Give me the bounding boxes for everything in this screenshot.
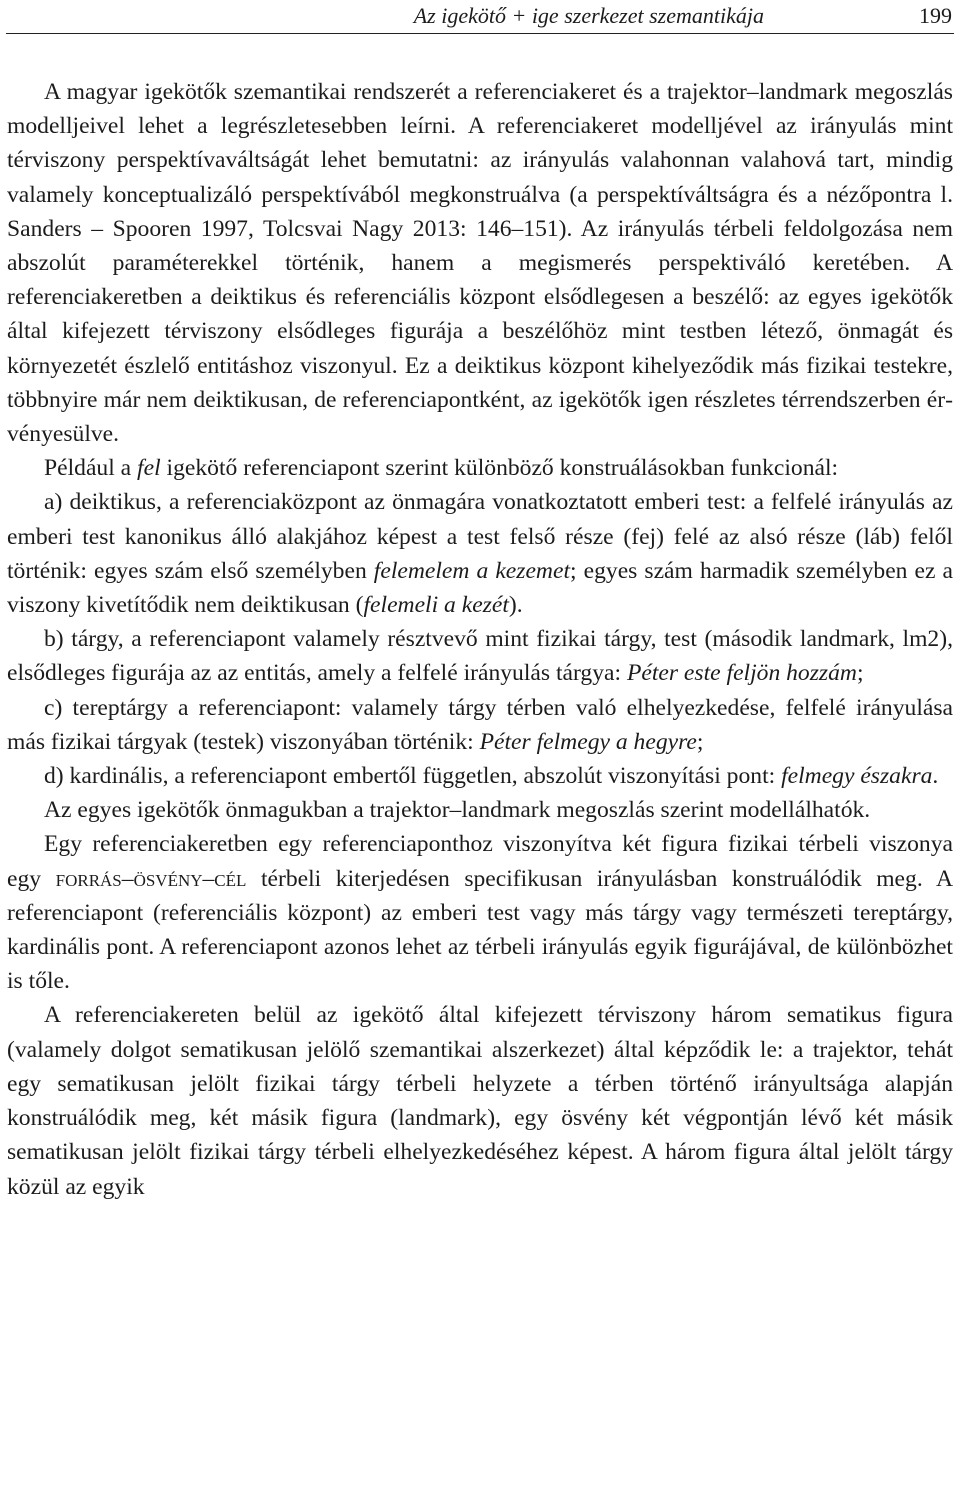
page-header xyxy=(6,0,954,34)
paragraph xyxy=(7,75,953,451)
paragraph xyxy=(7,759,953,793)
text-run: ; xyxy=(856,660,864,687)
text-run: Egy referenciakeretben egy referenciaponthoz viszonyítva két figura fizikai térbeli viszonya egy xyxy=(7,831,953,892)
text-run: ; egyes szám harmadik személyben ez a viszony kivetítődik nem deiktikusan ( xyxy=(7,557,953,619)
page-number: 199 xyxy=(919,3,952,28)
text-run: A magyar igekötők szemantikai rendszerét a referenciakeret és a trajektor–landmark megoszlás modelljeivel lehet a legrészletesebben leírni. A referenciakeret modelljével az irányulás mint térviszony perspektívaváltságát lehet bemutatni: az irányulás valahonnan valahová tart, mindig valamely konceptualizáló perspektívából megkonstruálva (a perspektíváltságra és a nézőpontra l. Sanders – Spooren 1997, Tolcsvai Nagy 2013: 146–151). Az irányulás térbeli feldolgozása nem abszolút paraméterekkel történik, hanem a megismerés perspektiváló keretében. A referenciakeretben a deiktikus és referenciális központ elsődlegesen a beszélő: az egyes igekötők által kifejezett térviszony elsődleges figurája a beszélőhöz mint testben létező, önmagát és környezetét észlelő entitáshoz viszonyul. Ez a deiktikus központ kihelyeződik más fizikai testekre, többnyire már nem deiktikusan, de referenciapontként, az igekötők igen részletes térrendszerben érvényesülve. xyxy=(7,79,953,448)
italic-example: felemelem a kezemet xyxy=(373,557,571,584)
text-run: ). xyxy=(508,592,523,619)
paragraph xyxy=(7,998,953,1203)
running-title: Az igekötő + ige szerkezet szemantikája xyxy=(413,3,764,28)
italic-example: Péter felmegy a hegyre xyxy=(479,728,697,755)
italic-example: fel xyxy=(137,455,161,482)
text-run: . xyxy=(932,763,939,790)
body-text xyxy=(7,75,953,1204)
italic-example: felemeli a kezét xyxy=(363,592,509,619)
text-run: Az egyes igekötők önmagukban a trajektor–landmark megoszlás szerint modellálhatók. xyxy=(44,797,871,824)
text-run: A referenciakereten belül az igekötő által kifejezett térviszony három sematikus figura (valamely dolgot sematikusan jelölő szemantikai alszerkezet) által képződik le: a trajektor, tehát egy sematikusan jelölt fizikai tárgy térbeli helyzete a térben történő irányultsága alapján konstruálódik meg, két másik figura (landmark), egy ösvény két végpontján lévő két másik sematikusan jelölt fizikai tárgy térbeli elhelyezkedéséhez képest. A három figura által jelölt tárgy közül az egyik xyxy=(7,1002,953,1200)
text-run: b) tárgy, a referenciapont valamely résztvevő mint fizikai tárgy, test (második landmark, lm2), elsődleges figurája az az entitás, amely a felfelé irányulás tárgya: xyxy=(7,626,953,687)
text-run: Például a xyxy=(44,455,138,482)
paragraph xyxy=(7,691,953,759)
italic-example: felmegy északra xyxy=(781,763,933,790)
text-run: ; xyxy=(696,728,704,755)
paragraph xyxy=(7,793,953,827)
text-run: igekötő referenciapont szerint különböző konstruálásokban funkcionál: xyxy=(160,455,839,482)
text-run: térbeli kiterjedésen specifikusan irányulásban konstruálódik meg. A referenciapont (referenciális központ) az emberi test vagy más tárgy vagy természeti tereptárgy, kardinális pont. A referenciapont azonos lehet az térbeli irányulás egyik figurájával, de különbözhet is tőle. xyxy=(7,865,954,995)
small-caps-term: forrás–ösvény–cél xyxy=(55,865,247,892)
italic-example: Péter este feljön hozzám xyxy=(626,660,857,687)
text-run: c) tereptárgy a referenciapont: valamely tárgy térben való elhelyezkedése, felfelé irányulása más fizikai tárgyak (testek) viszonyában történik: xyxy=(7,694,953,755)
paragraph xyxy=(7,622,953,690)
paragraph xyxy=(7,451,953,485)
paragraph xyxy=(7,827,953,998)
paragraph xyxy=(7,485,953,622)
text-run: d) kardinális, a referenciapont embertől független, abszolút viszonyítási pont: xyxy=(44,763,782,790)
text-run: a) deiktikus, a referenciaközpont az önmagára vonatkoztatott emberi test: a felfelé irányulás az emberi test kanonikus álló alakjához képest a test felső része (fej) felé az alsó része (láb) felől történik: egyes szám első személyben xyxy=(7,489,953,584)
